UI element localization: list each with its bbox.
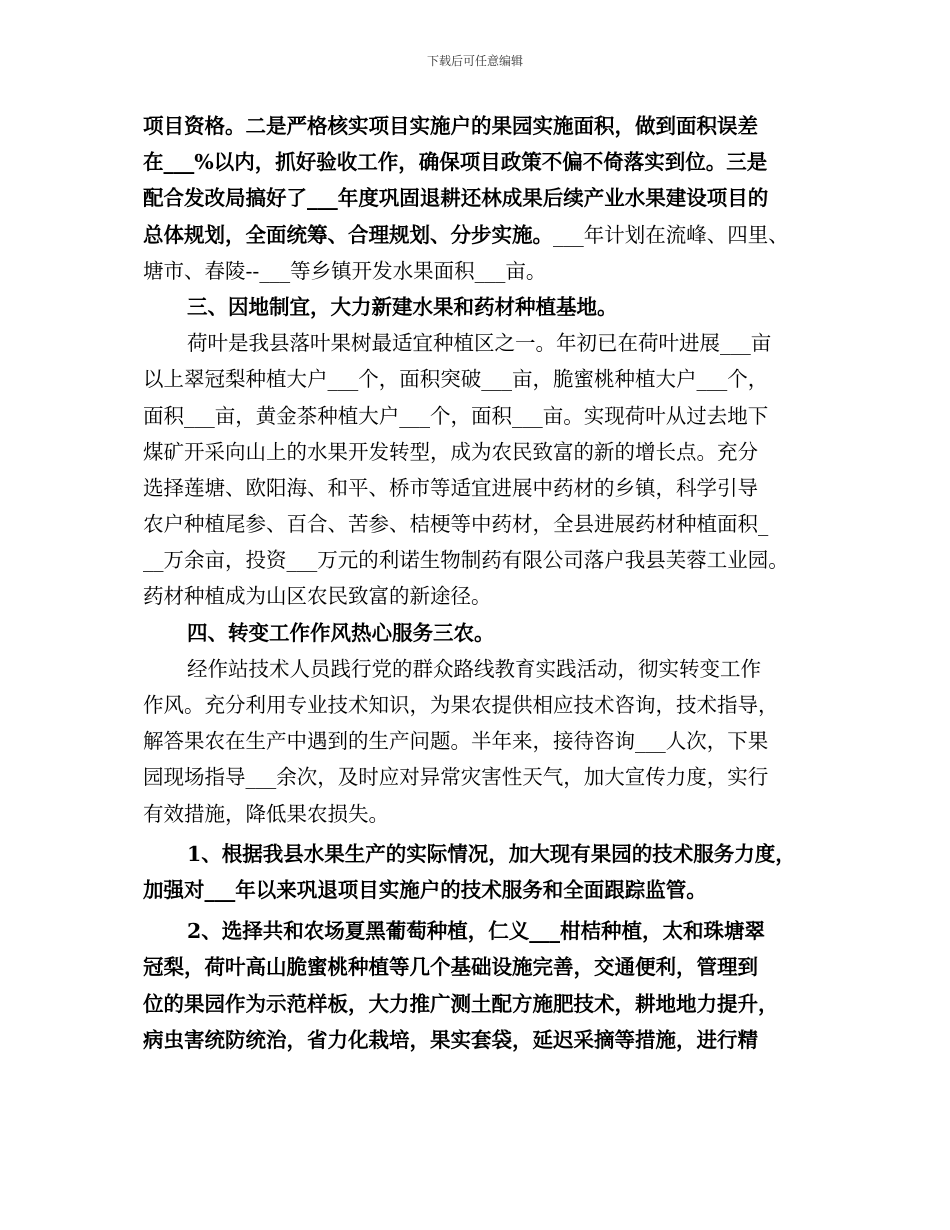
- text-line: 园现场指导___余次，及时应对异常灾害性天气，加大宣传力度，实行: [143, 765, 769, 790]
- text-line: 以上翠冠梨种植大户___个，面积突破___亩，脆蜜桃种植大户___个，: [143, 367, 769, 392]
- text-segment: ___年计划在流峰、四里、: [553, 222, 789, 247]
- text-line: 病虫害统防统治，省力化栽培，果实套袋，延迟采摘等措施，进行精: [143, 1028, 758, 1053]
- text-line: 煤矿开采向山上的水果开发转型，成为农民致富的新的增长点。充分: [143, 439, 758, 464]
- text-segment-bold: 总体规划，全面统筹、合理规划、分步实施。: [143, 222, 553, 247]
- text-line: 冠梨，荷叶高山脆蜜桃种植等几个基础设施完善，交通便利，管理到: [143, 955, 758, 980]
- text-line: 选择莲塘、欧阳海、和平、桥市等适宜进展中药材的乡镇，科学引导: [143, 475, 758, 500]
- text-line: 面积___亩，黄金茶种植大户___个，面积___亩。实现荷叶从过去地下: [143, 403, 769, 428]
- text-line: 在___%以内，抓好验收工作，确保项目政策不偏不倚落实到位。三是: [143, 150, 768, 175]
- text-line: 荷叶是我县落叶果树最适宜种植区之一。年初已在荷叶进展___亩: [187, 331, 772, 356]
- text-line: 1、根据我县水果生产的实际情况，加大现有果园的技术服务力度，: [187, 841, 796, 866]
- list-item-1: [143, 836, 823, 909]
- text-line: 药材种植成为山区农民致富的新途径。: [143, 584, 492, 609]
- text-line: 加强对___年以来巩退项目实施户的技术服务和全面跟踪监管。: [143, 878, 707, 903]
- text-line: 有效措施，降低果农损失。: [143, 801, 389, 826]
- text-line: __万余亩，投资___万元的利诺生物制药有限公司落户我县芙蓉工业园。: [143, 548, 789, 573]
- text-line: 项目资格。二是严格核实项目实施户的果园实施面积，做到面积误差: [143, 114, 758, 138]
- text-line: 作风。充分利用专业技术知识，为果农提供相应技术咨询，技术指导，: [143, 693, 779, 717]
- text-line: 经作站技术人员践行党的群众路线教育实践活动，彻实转变工作: [187, 656, 761, 681]
- section-4-body: [143, 651, 823, 832]
- section-3-heading: 三、因地制宜，大力新建水果和药材种植基地。: [187, 294, 618, 319]
- document-body: [143, 108, 823, 1059]
- section-4-heading: 四、转变工作作风热心服务三农。: [187, 620, 495, 645]
- text-line: 解答果农在生产中遇到的生产问题。半年来，接待咨询___人次，下果: [143, 729, 769, 754]
- text-line: 塘市、春陵--___等乡镇开发水果面积___亩。: [143, 258, 547, 283]
- section-3-body: [143, 325, 823, 615]
- list-item-2: [143, 913, 823, 1059]
- intro-paragraph: [143, 108, 823, 289]
- text-line: 农户种植尾参、百合、苦参、桔梗等中药材，全县进展药材种植面积_: [143, 512, 769, 537]
- text-line: [143, 217, 823, 253]
- text-line: 配合发改局搞好了___年度巩固退耕还林成果后续产业水果建设项目的: [143, 186, 769, 211]
- page-header: 下载后可任意编辑: [426, 54, 523, 68]
- text-line: 2、选择共和农场夏黑葡萄种植，仁义___柑桔种植，太和珠塘翠: [187, 918, 766, 943]
- text-line: 位的果园作为示范样板，大力推广测土配方施肥技术，耕地地力提升，: [143, 991, 779, 1016]
